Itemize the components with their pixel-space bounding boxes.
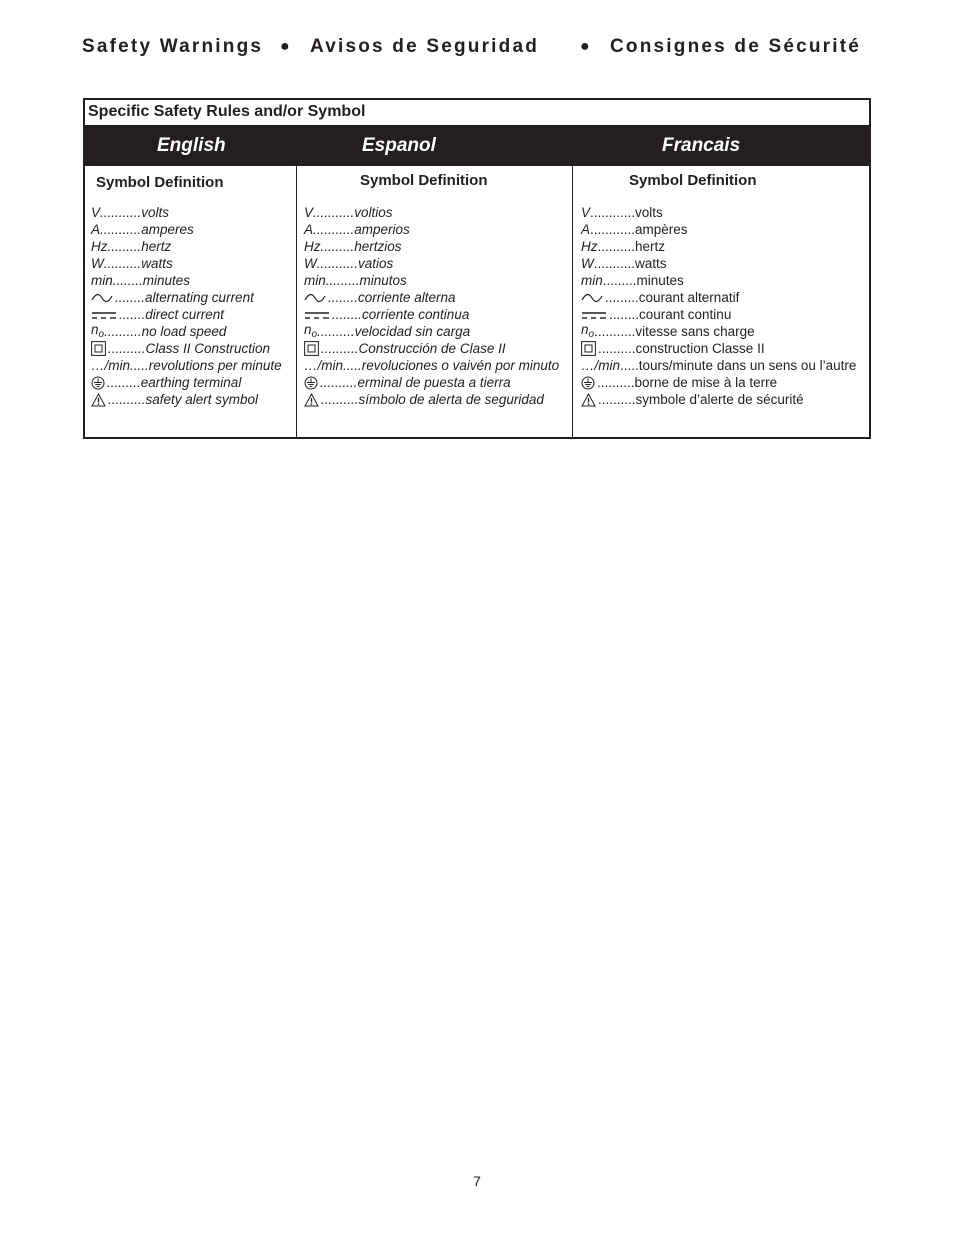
symbol-definition: symbole d’alerte de sécurité — [635, 392, 804, 407]
leader-dots: ........ — [328, 290, 359, 305]
language-francais: Francais — [662, 135, 741, 156]
class-ii-icon — [304, 341, 319, 356]
page-number: 7 — [473, 1173, 481, 1189]
column-header: Symbol Definition — [629, 172, 757, 189]
leader-dots: .......... — [108, 392, 146, 407]
symbol-definition: safety alert symbol — [145, 392, 259, 407]
symbol-row — [91, 289, 282, 306]
symbol-abbreviation: V — [91, 205, 101, 220]
symbol-subscript: o — [588, 328, 595, 340]
column-header: Symbol Definition — [96, 174, 224, 191]
symbol-abbreviation: A — [581, 222, 591, 237]
leader-dots: ..... — [620, 358, 639, 373]
symbol-definition: Class II Construction — [145, 341, 271, 356]
symbol-definition: erminal de puesta a tierra — [357, 375, 511, 390]
symbol-abbreviation: …/min — [581, 358, 621, 373]
language-band — [85, 125, 869, 166]
symbol-abbreviation: Hz — [304, 239, 321, 254]
leader-dots: .......... — [598, 392, 636, 407]
symbol-definition: hertzios — [354, 239, 402, 254]
title-spanish: Avisos de Seguridad — [310, 36, 540, 57]
leader-dots: ........ — [115, 290, 146, 305]
leader-dots: ......... — [107, 239, 142, 254]
leader-dots: ........ — [332, 307, 363, 322]
class-ii-icon — [581, 341, 596, 356]
symbol-row — [304, 306, 559, 323]
symbol-row — [91, 306, 282, 323]
safety-alert-icon — [581, 393, 596, 407]
leader-dots: ........ — [609, 307, 640, 322]
symbol-definition: corriente continua — [362, 307, 470, 322]
symbol-list-espanol — [304, 204, 559, 408]
symbol-row — [304, 289, 559, 306]
symbol-definition: tours/minute dans un sens ou l’autre — [638, 358, 857, 373]
symbol-row — [581, 272, 856, 289]
symbol-definition: no load speed — [141, 324, 227, 339]
symbol-row — [304, 272, 559, 289]
symbol-definition: borne de mise à la terre — [634, 375, 778, 390]
symbol-row — [304, 357, 559, 374]
earthing-icon — [581, 376, 595, 390]
symbol-row — [304, 238, 559, 255]
symbol-abbreviation: W — [581, 256, 594, 271]
leader-dots: .......... — [104, 324, 142, 339]
symbol-row — [581, 204, 856, 221]
symbol-abbreviation: …/min — [304, 358, 344, 373]
symbol-row — [304, 221, 559, 238]
symbol-row — [304, 374, 559, 391]
symbol-definition: revoluciones o vaivén por minuto — [361, 358, 560, 373]
symbol-definition: símbolo de alerta de seguridad — [358, 392, 544, 407]
leader-dots: ........... — [594, 324, 636, 339]
symbol-definition: minutes — [142, 273, 191, 288]
language-espanol: Espanol — [362, 135, 436, 156]
symbol-row — [304, 391, 559, 408]
symbol-list-francais — [581, 204, 856, 408]
symbol-row — [91, 357, 282, 374]
symbol-definition: watts — [635, 256, 667, 271]
symbol-row — [581, 221, 856, 238]
leader-dots: .......... — [598, 341, 636, 356]
symbol-row — [91, 340, 282, 357]
symbol-abbreviation: $n_o$ — [304, 321, 318, 340]
symbol-abbreviation: A — [304, 222, 314, 237]
leader-dots: ..... — [130, 358, 149, 373]
symbol-abbreviation: min — [581, 273, 603, 288]
leader-dots: .......... — [103, 256, 142, 271]
symbol-abbreviation: W — [91, 256, 104, 271]
symbol-definition: minutes — [636, 273, 684, 288]
symbol-row — [581, 289, 856, 306]
symbol-abbreviation: min — [304, 273, 326, 288]
alternating-current-icon — [91, 293, 113, 303]
leader-dots: ....... — [119, 307, 146, 322]
symbol-list-english — [91, 204, 282, 408]
symbol-definition: hertz — [635, 239, 666, 254]
leader-dots: ........ — [112, 273, 143, 288]
symbol-definition: amperes — [141, 222, 194, 237]
symbol-abbreviation: $n_o$ — [581, 321, 595, 340]
symbol-definition: courant continu — [639, 307, 732, 322]
symbol-subscript: o — [98, 328, 105, 340]
symbol-abbreviation: W — [304, 256, 317, 271]
symbol-definition: volts — [635, 205, 663, 220]
symbol-abbreviation: V — [581, 205, 591, 220]
symbol-abbreviation: Hz — [581, 239, 598, 254]
symbol-row — [91, 323, 282, 340]
leader-dots: .......... — [108, 341, 146, 356]
symbol-definition: voltios — [354, 205, 393, 220]
leader-dots: ......... — [325, 273, 360, 288]
symbol-definition: construction Classe II — [635, 341, 765, 356]
earthing-icon — [91, 376, 105, 390]
safety-alert-icon — [304, 393, 319, 407]
symbol-definition: amperios — [354, 222, 410, 237]
leader-dots: ..... — [343, 358, 362, 373]
direct-current-icon — [581, 310, 607, 320]
symbol-subscript: o — [311, 328, 318, 340]
column-header: Symbol Definition — [360, 172, 488, 189]
bullet-separator: ● — [280, 38, 292, 55]
bullet-separator: ● — [580, 38, 592, 55]
symbol-definition: direct current — [145, 307, 225, 322]
direct-current-icon — [91, 310, 117, 320]
symbol-definition: vatios — [358, 256, 394, 271]
symbol-abbreviation: $n_o$ — [91, 321, 105, 340]
symbol-definition: Construcción de Clase II — [358, 341, 506, 356]
title-english: Safety Warnings — [82, 36, 264, 57]
leader-dots: .......... — [597, 375, 635, 390]
symbol-abbreviation: Hz — [91, 239, 108, 254]
symbol-row — [581, 391, 856, 408]
leader-dots: .......... — [317, 324, 355, 339]
alternating-current-icon — [304, 293, 326, 303]
leader-dots: ........... — [100, 205, 142, 220]
symbol-definition: alternating current — [145, 290, 254, 305]
leader-dots: ........... — [593, 256, 636, 271]
leader-dots: ......... — [320, 239, 355, 254]
symbol-definition: hertz — [141, 239, 172, 254]
safety-symbol-table — [83, 98, 871, 439]
symbol-abbreviation: A — [91, 222, 101, 237]
leader-dots: ........... — [100, 222, 142, 237]
alternating-current-icon — [581, 293, 603, 303]
symbol-definition: earthing terminal — [140, 375, 242, 390]
symbol-row — [581, 323, 856, 340]
symbol-abbreviation: …/min — [91, 358, 131, 373]
symbol-row — [581, 238, 856, 255]
symbol-definition: ampères — [635, 222, 688, 237]
symbol-row — [91, 221, 282, 238]
symbol-row — [91, 272, 282, 289]
leader-dots: ............ — [590, 205, 636, 220]
symbol-row — [91, 255, 282, 272]
safety-alert-icon — [91, 393, 106, 407]
symbol-definition: revolutions per minute — [148, 358, 282, 373]
page-title — [82, 36, 872, 62]
leader-dots: .......... — [321, 341, 359, 356]
symbol-row — [581, 374, 856, 391]
symbol-row — [304, 204, 559, 221]
symbol-row — [91, 204, 282, 221]
symbol-row — [581, 357, 856, 374]
symbol-row — [91, 238, 282, 255]
symbol-row — [304, 323, 559, 340]
symbol-abbreviation: V — [304, 205, 314, 220]
direct-current-icon — [304, 310, 330, 320]
symbol-row — [581, 255, 856, 272]
leader-dots: ......... — [602, 273, 637, 288]
symbol-definition: volts — [141, 205, 170, 220]
leader-dots: .......... — [597, 239, 636, 254]
language-english: English — [157, 135, 226, 156]
leader-dots: ........... — [313, 222, 355, 237]
leader-dots: ........... — [316, 256, 359, 271]
leader-dots: .......... — [320, 375, 358, 390]
leader-dots: ......... — [605, 290, 639, 305]
symbol-definition: watts — [141, 256, 173, 271]
table-heading: Specific Safety Rules and/or Symbol — [88, 103, 366, 120]
leader-dots: ........... — [313, 205, 355, 220]
symbol-row — [304, 255, 559, 272]
symbol-row — [581, 340, 856, 357]
symbol-definition: minutos — [359, 273, 407, 288]
symbol-definition: courant alternatif — [638, 290, 740, 305]
leader-dots: ......... — [107, 375, 141, 390]
symbol-row — [581, 306, 856, 323]
symbol-row — [91, 374, 282, 391]
symbol-row — [304, 340, 559, 357]
symbol-definition: vitesse sans charge — [635, 324, 755, 339]
class-ii-icon — [91, 341, 106, 356]
symbol-row — [91, 391, 282, 408]
symbol-definition: corriente alterna — [358, 290, 456, 305]
leader-dots: ............ — [590, 222, 636, 237]
symbol-abbreviation: min — [91, 273, 113, 288]
leader-dots: .......... — [321, 392, 359, 407]
earthing-icon — [304, 376, 318, 390]
symbol-definition: velocidad sin carga — [354, 324, 471, 339]
title-french: Consignes de Sécurité — [610, 36, 862, 57]
